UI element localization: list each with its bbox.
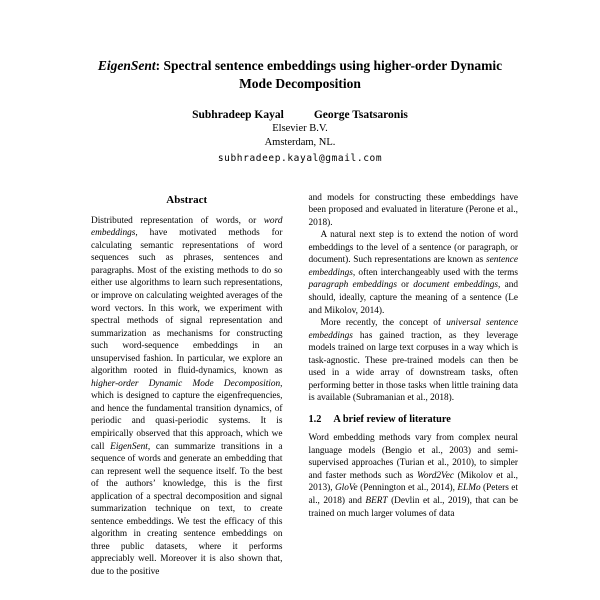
abstract-text: Distributed representation of words, or word embeddings, have motivated methods for calculating semantic representations of word sequences such as phrases, sentences and paragraphs. Most of the existing methods to do so either use algorithms to learn such representations, or improve on calculating weighted averages of the word vectors. In this work, we experiment with spectral methods of signal representation and summarization as mechanisms for constructing such word-sequence embeddings in an unsupervised fashion. In particular, we explore an algorithm rooted in fluid-dynamics, known as higher-order Dynamic Mode Decomposition, which is designed to capture the eigenfrequencies, and hence the fundamental transition dynamics, of periodic and quasi-periodic systems. It is empirically observed that this approach, which we call EigenSent, can summarize transitions in a sequence of words and generate an embedding that can represent well the sequence itself. To the best of the authors’ knowledge, this is the first application of a spectral decomposition and signal summarization technique on text, to create sentence embeddings. We test the efficacy of this algorithm in creating sentence embeddings on three public datasets, where it performs appreciably well. Moreover it is also shown that, due to the positive	[91, 215, 283, 578]
body-paragraph: A natural next step is to extend the notion of word embeddings to the level of a sentence (or paragraph, or document). Such representations are known as sentence embeddings, often interchangeably used with the terms paragraph embeddings or document embeddings, and should, ideally, capture the meaning of a sentence (Le and Mikolov, 2014).	[308, 230, 518, 316]
author-email: subhradeep.kayal@gmail.com	[217, 152, 383, 164]
author-name: Subhradeep Kayal	[192, 108, 284, 121]
author-name: George Tsatsaronis	[313, 108, 408, 121]
authors-row	[0, 109, 600, 121]
left-column	[82, 192, 292, 579]
body-paragraph: and models for constructing these embeddings have been proposed and evaluated in literature (Perone et al., 2018).	[308, 192, 518, 228]
affiliation: Elsevier B.V.	[272, 123, 328, 135]
two-column-body	[0, 192, 600, 579]
right-column	[309, 192, 519, 579]
body-paragraph: Word embedding methods vary from complex neural language models (Bengio et al., 2003) and semi-supervised approaches (Turian et al., 2010), to simpler and faster methods such as Word2Vec (Mikolov et al., 2013), GloVe (Pennington et al., 2014), ELMo (Peters et al., 2018) and BERT (Devlin et al., 2019), that can be trained on much larger volumes of data	[308, 433, 518, 519]
section-heading	[309, 414, 519, 426]
location: Amsterdam, NL.	[264, 136, 336, 148]
section-number: 1.2	[308, 413, 322, 425]
body-paragraph: More recently, the concept of universal sentence embeddings has gained traction, as they leverage models trained on large text corpuses in a way which is task-agnostic. These pre-trained models can then be used in a wide array of downstream tasks, often performing better in those tasks when little training data is available (Subramanian et al., 2018).	[308, 318, 518, 404]
paper-title: EigenSent: Spectral sentence embeddings using higher-order Dynamic Mode Decomposition	[97, 58, 503, 91]
abstract-heading: Abstract	[166, 193, 208, 206]
section-title: A brief review of literature	[333, 413, 451, 425]
